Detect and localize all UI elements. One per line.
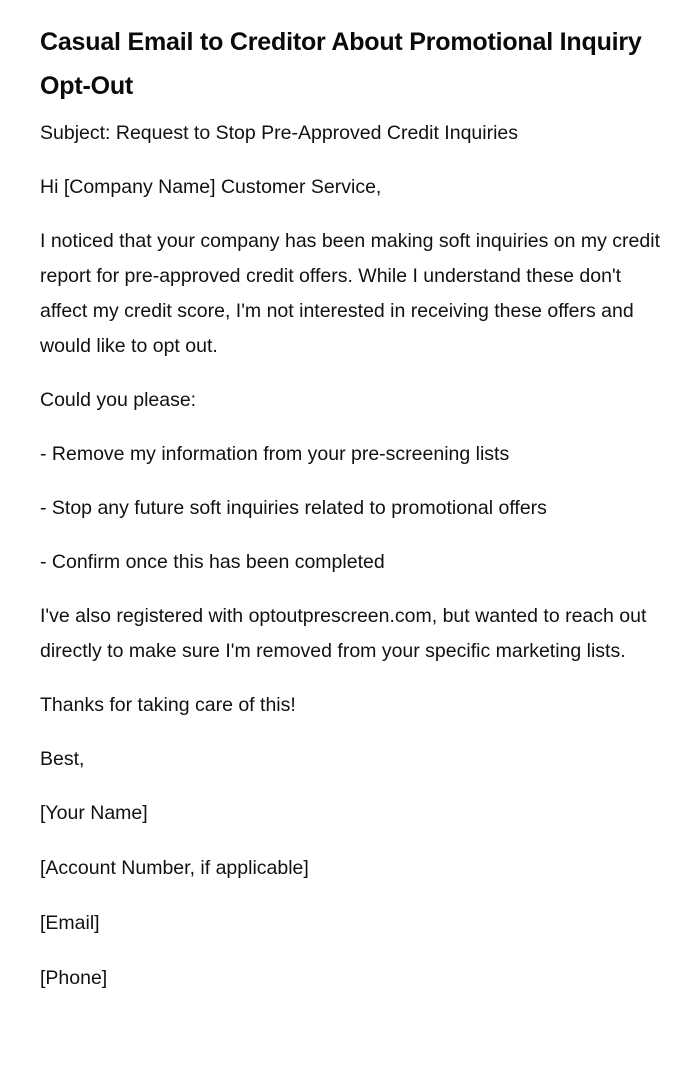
email-closing: Best, <box>40 748 85 770</box>
request-item-stop-inquiries: - Stop any future soft inquiries related to promotional offers <box>40 497 547 519</box>
signature-account: [Account Number, if applicable] <box>40 857 309 879</box>
email-intro-paragraph: I noticed that your company has been making soft inquiries on my credit report for pre-approved credit offers. While I understand these don't affect my credit score, I'm not interested in receiving these offers and would like to opt out. <box>40 230 660 357</box>
signature-email: [Email] <box>40 912 100 934</box>
email-thanks: Thanks for taking care of this! <box>40 694 296 716</box>
signature-phone: [Phone] <box>40 967 108 989</box>
document-title: Casual Email to Creditor About Promotional Inquiry Opt-Out <box>40 28 642 100</box>
request-item-remove-info: - Remove my information from your pre-screening lists <box>40 443 510 465</box>
signature-name: [Your Name] <box>40 802 148 824</box>
request-lead: Could you please: <box>40 389 197 411</box>
email-subject: Subject: Request to Stop Pre-Approved Credit Inquiries <box>40 122 519 144</box>
request-item-confirm: - Confirm once this has been completed <box>40 551 385 573</box>
email-greeting: Hi [Company Name] Customer Service, <box>40 176 382 198</box>
email-followup-paragraph: I've also registered with optoutprescreen.com, but wanted to reach out directly to make sure I'm removed from your specific marketing lists. <box>40 605 647 662</box>
